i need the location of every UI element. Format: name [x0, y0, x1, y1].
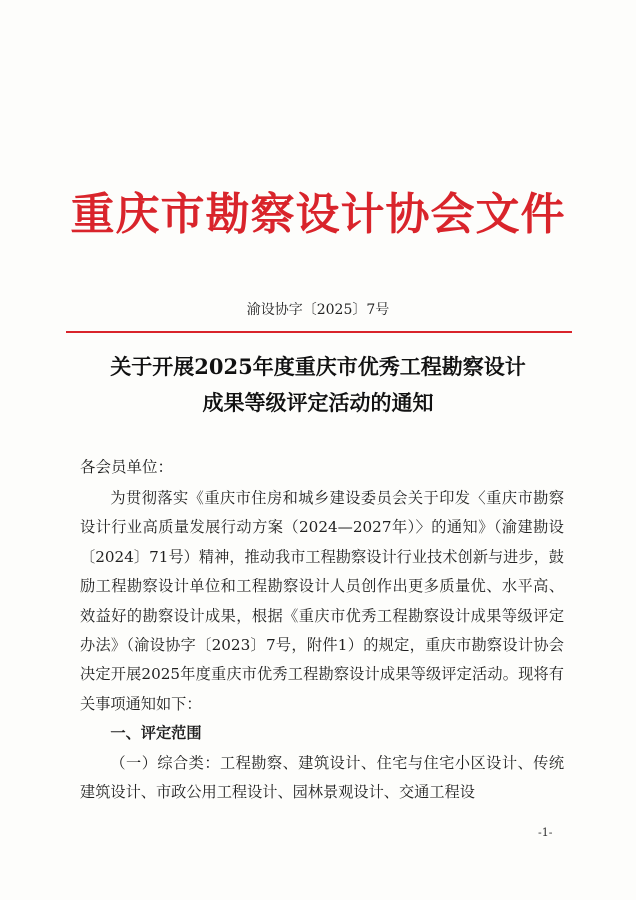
- document-number: 渝设协字〔2025〕7号: [246, 302, 390, 318]
- section-heading-scope: 一、评定范围: [110, 724, 202, 743]
- notice-title-line-1: 关于开展2025年度重庆市优秀工程勘察设计: [110, 354, 526, 379]
- page-number: -1-: [538, 826, 553, 839]
- notice-title: [60, 349, 576, 421]
- notice-title-line-2: 成果等级评定活动的通知: [202, 390, 434, 415]
- body-text: [80, 484, 564, 807]
- salutation: 各会员单位：: [80, 458, 174, 476]
- issuing-organization-title: 重庆市勘察设计协会文件: [70, 189, 566, 240]
- paragraph-scope-comprehensive: （一）综合类：工程勘察、建筑设计、住宅与住宅小区设计、传统建筑设计、市政公用工程设计、园林景观设计、交通工程设: [80, 753, 564, 802]
- paragraph-intro: 为贯彻落实《重庆市住房和城乡建设委员会关于印发〈重庆市勘察设计行业高质量发展行动方案（2024—2027年）〉的通知》（渝建勘设〔2024〕71号）精神，推动我市工程勘察设计行业技术创新与进步，鼓励工程勘察设计单位和工程勘察设计人员创作出更多质量优、水平高、效益好的勘察设计成果，根据《重庆市优秀工程勘察设计成果等级评定办法》（渝设协字〔2023〕7号，附件1）的规定，重庆市勘察设计协会决定开展2025年度重庆市优秀工程勘察设计成果等级评定活动。现将有关事项通知如下：: [80, 489, 564, 713]
- red-divider-line: [66, 331, 572, 333]
